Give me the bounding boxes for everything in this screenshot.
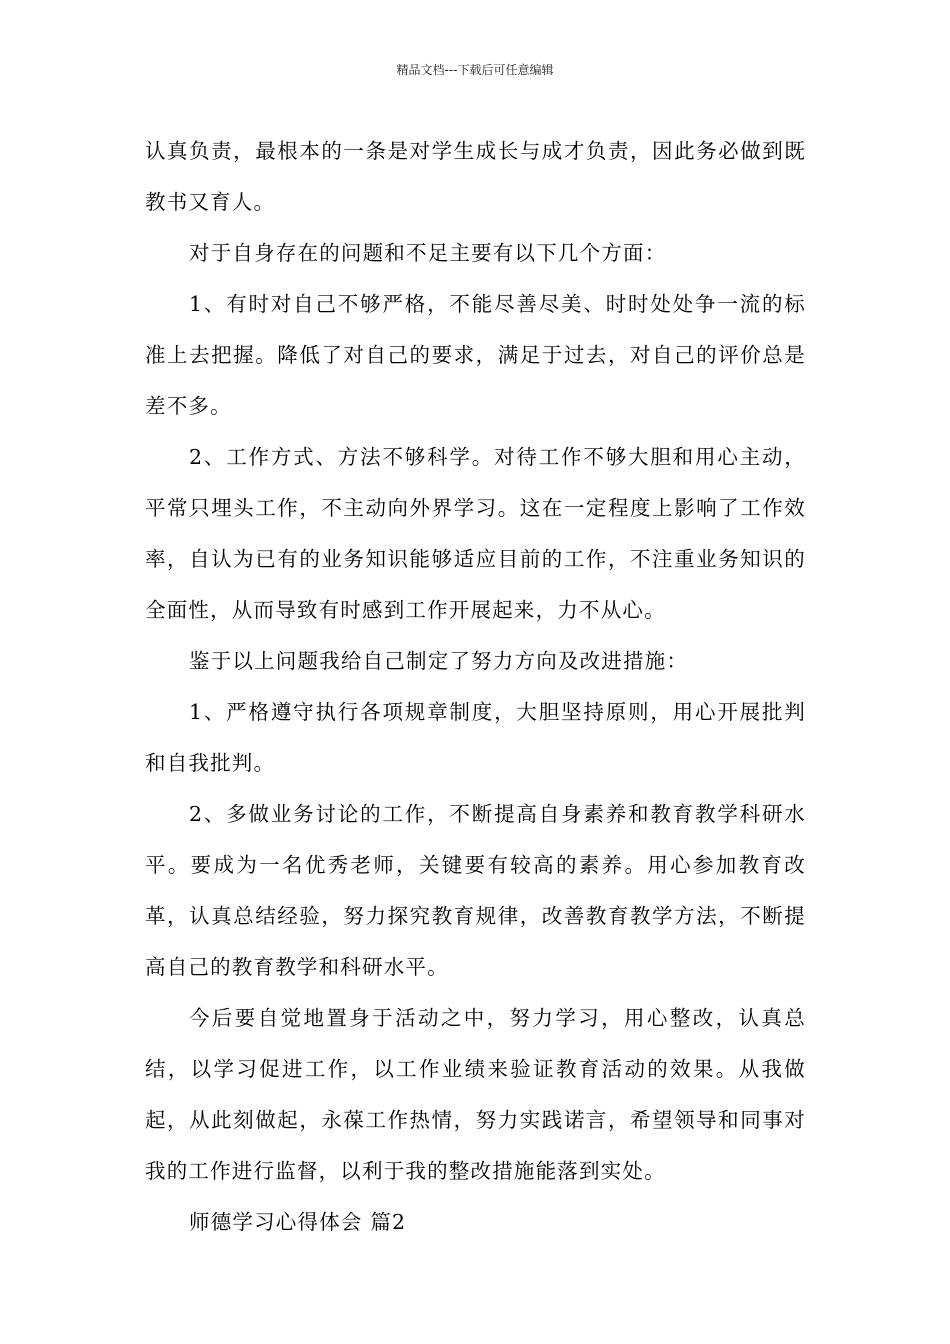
paragraph-7: 2、多做业务讨论的工作，不断提高自身素养和教育教学科研水平。要成为一名优秀老师，关键要有较高的素养。用心参加教育改革，认真总结经验，努力探究教育规律，改善教育教学方法，不断提高自己的教育教学和科研水平。 bbox=[145, 802, 806, 979]
document-body bbox=[145, 126, 806, 1248]
paragraph-4: 2、工作方式、方法不够科学。对待工作不够大胆和用心主动，平常只埋头工作，不主动向外界学习。这在一定程度上影响了工作效率，自认为已有的业务知识能够适应目前的工作，不注重业务知识的全面性，从而导致有时感到工作开展起来，力不从心。 bbox=[145, 445, 806, 622]
paragraph-5: 鉴于以上问题我给自己制定了努力方向及改进措施： bbox=[189, 649, 689, 673]
paragraph-3: 1、有时对自己不够严格，不能尽善尽美、时时处处争一流的标准上去把握。降低了对自己的要求，满足于过去，对自己的评价总是差不多。 bbox=[145, 292, 806, 418]
paragraph-8: 今后要自觉地置身于活动之中，努力学习，用心整改，认真总结，以学习促进工作，以工作业绩来验证教育活动的效果。从我做起，从此刻做起，永葆工作热情，努力实践诺言，希望领导和同事对我的工作进行监督，以利于我的整改措施能落到实处。 bbox=[145, 1006, 806, 1183]
paragraph-1: 认真负责，最根本的一条是对学生成长与成才负责，因此务必做到既教书又育人。 bbox=[145, 139, 806, 214]
paragraph-2: 对于自身存在的问题和不足主要有以下几个方面： bbox=[189, 241, 667, 265]
paragraph-6: 1、严格遵守执行各项规章制度，大胆坚持原则，用心开展批判和自我批判。 bbox=[145, 700, 806, 775]
page-header: 精品文档---下载后可任意编辑 bbox=[396, 63, 554, 77]
section-heading: 师德学习心得体会 篇2 bbox=[189, 1210, 407, 1234]
